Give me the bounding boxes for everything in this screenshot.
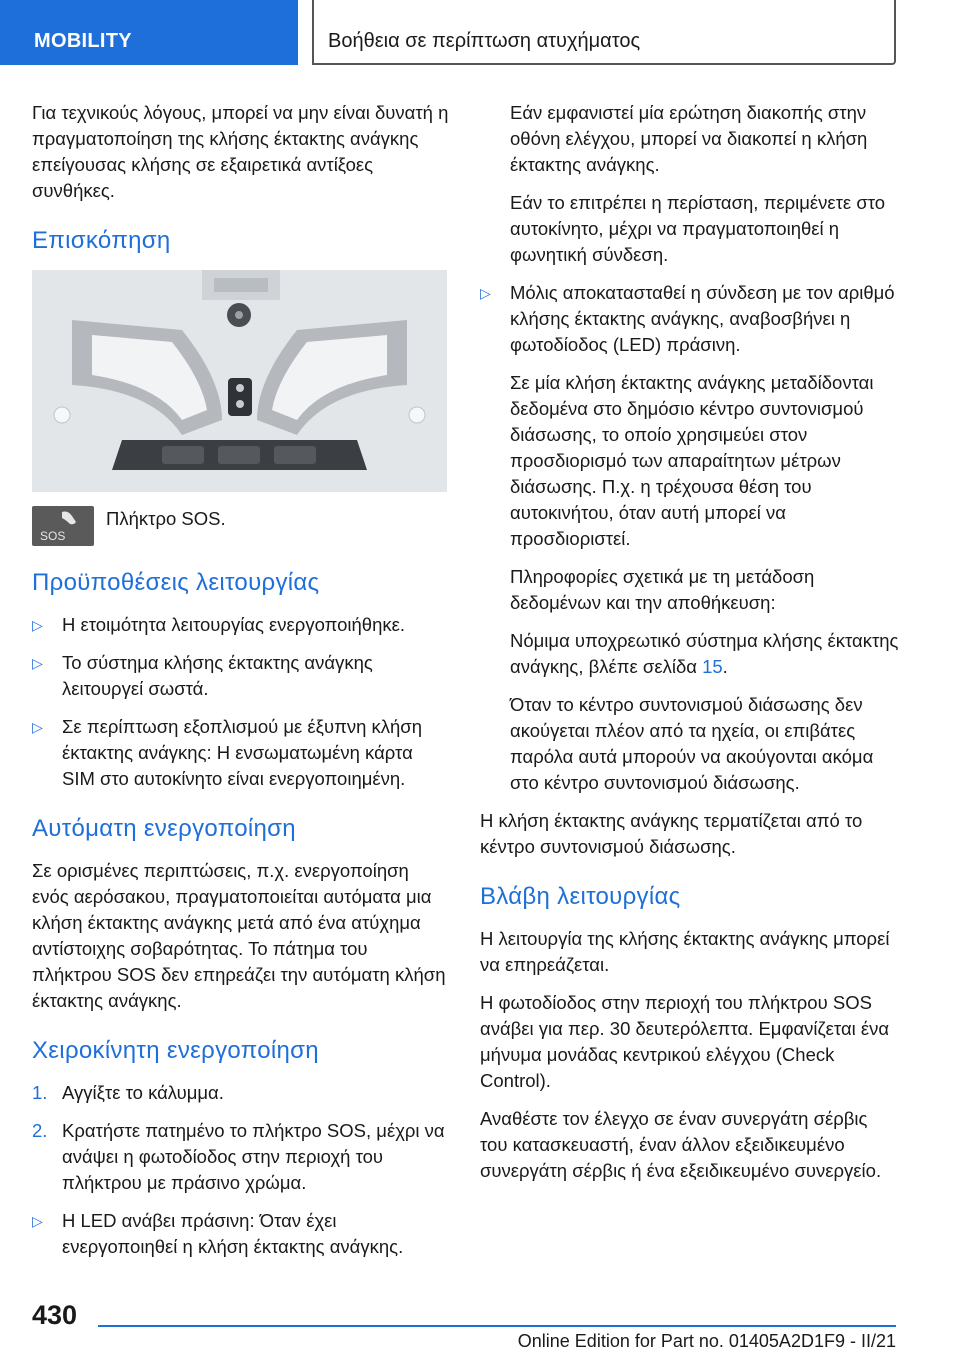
wait-paragraph: Εάν το επιτρέπει η περίσταση, περιμένετε στο αυτοκίνητο, μέχρι να πραγματοποιηθεί η φωνητική σύνδεση. (510, 192, 886, 265)
list-item: ▷ Η LED ανάβει πράσινη: Όταν έχει ενεργοποιηθεί η κλήση έκτακτης ανάγκης. (32, 1210, 404, 1257)
overhead-console-illustration (32, 270, 447, 492)
intro-paragraph: Για τεχνικούς λόγους, μπορεί να μην είναι δυνατή η πραγματοποίηση της κλήσης έκτακτης ανάγκης επείγουσας κλήσης σε εξαιρετικά αντίξοες συνθήκες. (32, 102, 449, 201)
footer-divider (98, 1325, 896, 1327)
cancel-paragraph: Εάν εμφανιστεί μία ερώτηση διακοπής στην οθόνη ελέγχου, μπορεί να διακοπεί η κλήση έκτακτης ανάγκης. (510, 102, 868, 175)
page-link[interactable]: 15 (702, 656, 723, 677)
speaker-paragraph: Όταν το κέντρο συντονισμού διάσωσης δεν ακούγεται πλέον από τα ηχεία, οι επιβάτες παρόλα αυτά μπορούν να ακούγονται ακόμα στο κέντρο συντονισμού διάσωσης. (510, 694, 874, 793)
data-info-paragraph: Πληροφορίες σχετικά με τη μετάδοση δεδομένων και την αποθήκευση: (510, 566, 815, 613)
left-column (32, 100, 450, 1272)
list-item: ▷ Το σύστημα κλήσης έκτακτης ανάγκης λειτουργεί σωστά. (32, 652, 373, 699)
footer-edition: Online Edition for Part no. 01405A2D1F9 - II/21 (517, 1331, 896, 1351)
step-item: 1. Αγγίξτε το κάλυμμα. (32, 1082, 224, 1103)
auto-activation-text: Σε ορισμένες περιπτώσεις, π.χ. ενεργοποίηση ενός αερόσακου, πραγματοποιείται αυτόματα μια κλήση έκτακτης ανάγκης μετά από ένα ατύχημα αντίστοιχης σοβαρότητας. Το πάτημα του πλήκτρου SOS δεν επηρεάζει την αυτόματη κλήση έκτακτης ανάγκης. (32, 860, 446, 1011)
triangle-bullet-icon: ▷ (32, 617, 43, 633)
list-item: ▷ Η ετοιμότητα λειτουργίας ενεργοποιήθηκε. (32, 612, 450, 638)
list-item: ▷ Μόλις αποκατασταθεί η σύνδεση με τον αριθμό κλήσης έκτακτης ανάγκης, αναβοσβήνει η φωτοδίοδος (LED) πράσινη. (480, 282, 895, 355)
page-number: 430 (32, 1300, 78, 1330)
step-item: 2. Κρατήστε πατημένο το πλήκτρο SOS, μέχρι να ανάψει η φωτοδίοδος στην περιοχή του πλήκτρου με πράσινο χρώμα. (32, 1120, 445, 1193)
triangle-bullet-icon: ▷ (480, 285, 491, 301)
legal-reference-paragraph: Νόμιμα υποχρεωτικό σύστημα κλήσης έκτακτης ανάγκης, βλέπε σελίδα 15. (510, 630, 899, 677)
right-column (480, 100, 900, 1196)
triangle-bullet-icon: ▷ (32, 1213, 43, 1229)
malfunction-paragraph-2: Η φωτοδίοδος στην περιοχή του πλήκτρου SOS ανάβει για περ. 30 δευτερόλεπτα. Εμφανίζεται ένα μήνυμα μονάδας κεντρικού ελέγχου (Check Control). (480, 992, 890, 1091)
page-title: Βοήθεια σε περίπτωση ατυχήματος (312, 0, 896, 65)
data-transfer-paragraph: Σε μία κλήση έκτακτης ανάγκης μεταδίδονται δεδομένα στο δημόσιο κέντρο συντονισμού διάσωσης, το οποίο χρησιμεύει στον προσδιορισμό των απαραίτητων μέτρων διάσωσης. Π.χ. η τρέχουσα θέση του αυτοκινήτου, όταν αυτή μπορεί να προσδιοριστεί. (510, 372, 874, 549)
end-call-paragraph: Η κλήση έκτακτης ανάγκης τερματίζεται από το κέντρο συντονισμού διάσωσης. (480, 810, 863, 857)
malfunction-paragraph-3: Αναθέστε τον έλεγχο σε έναν συνεργάτη σέρβις του κατασκευαστή, έναν άλλον εξειδικευμένο συνεργάτη σέρβις ή ένα εξειδικευμένο συνεργείο. (480, 1108, 882, 1181)
manual-steps (32, 1080, 450, 1196)
sos-caption: Πλήκτρο SOS. (106, 508, 226, 529)
auto-activation-heading: Αυτόματη ενεργοποίηση (32, 815, 296, 842)
prerequisites-heading: Προϋποθέσεις λειτουργίας (32, 569, 320, 596)
section-tab[interactable]: MOBILITY (0, 0, 298, 65)
malfunction-paragraph-1: Η λειτουργία της κλήσης έκτακτης ανάγκης μπορεί να επηρεάζεται. (480, 928, 890, 975)
manual-activation-heading: Χειροκίνητη ενεργοποίηση (32, 1037, 319, 1064)
malfunction-heading: Βλάβη λειτουργίας (480, 883, 681, 910)
list-item: ▷ Σε περίπτωση εξοπλισμού με έξυπνη κλήση έκτακτης ανάγκης: Η ενσωματωμένη κάρτα SIM στο αυτοκίνητο είναι ενεργοποιημένη. (32, 716, 423, 789)
triangle-bullet-icon: ▷ (32, 719, 43, 735)
svg-text:SOS: SOS (40, 529, 66, 543)
overview-heading: Επισκόπηση (32, 227, 171, 254)
overhead-console-image (32, 270, 447, 492)
led-list (32, 1208, 450, 1260)
sos-legend (32, 506, 450, 546)
sos-button-icon (32, 506, 94, 546)
connection-list (480, 280, 900, 358)
prerequisites-list (32, 612, 450, 792)
triangle-bullet-icon: ▷ (32, 655, 43, 671)
